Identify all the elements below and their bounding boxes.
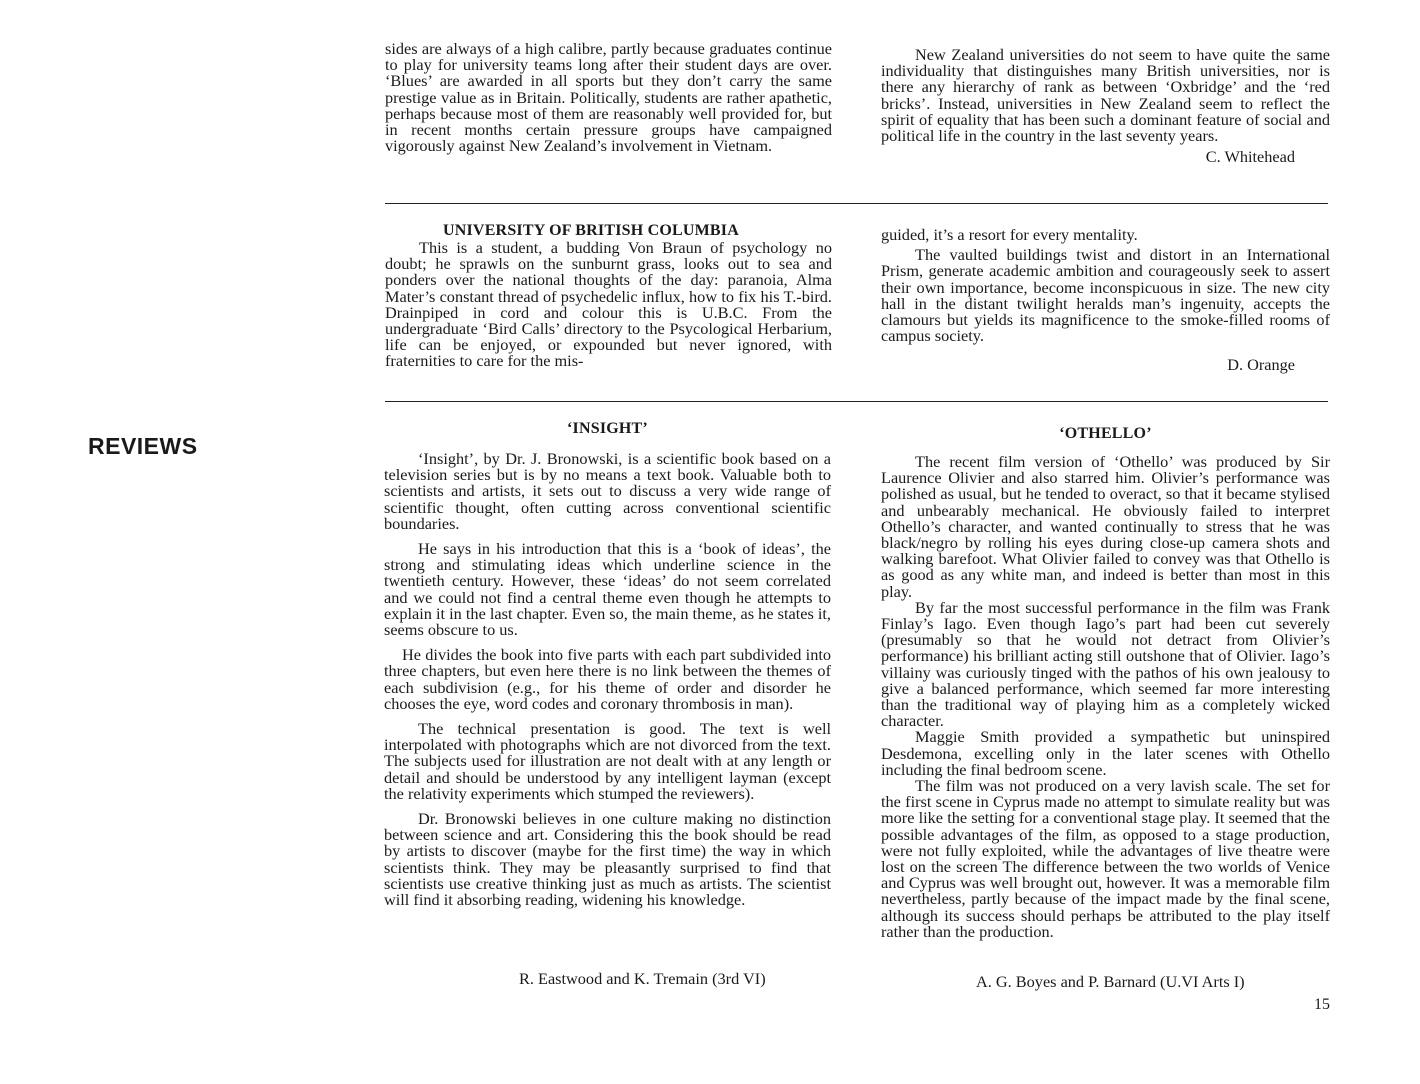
divider-2 [385,401,1328,402]
top-left-column [385,41,832,154]
author-orange: D. Orange [1227,355,1295,375]
othello-heading: ‘OTHELLO’ [1059,425,1152,442]
othello-paragraph: Maggie Smith provided a sympathetic but uninspired Desdemona, excelling only in the later scenes with Othello including the final bedroom scene. [881,727,1330,779]
insight-column [384,420,831,908]
othello-paragraph: The recent film version of ‘Othello’ was produced by Sir Laurence Olivier and also starred him. Olivier’s performance was polished as usual, but he tended to overact, so that it became stylised and unbearably mechanical. He obviously failed to interpret Othello’s character, and wanted continually to stress that he was black/negro by rolling his eyes during close-up camera shots and walking barefoot. What Olivier failed to convey was that Othello is as good as any white man, and indeed is better than most in this play. [881,452,1330,601]
insight-paragraph: Dr. Bronowski believes in one culture making no distinction between science and art. Considering this the book should be read by artists to discover (maybe for the first time) the way in which scientists think. They may be pleasantly surprised to find that scientists use creative thinking just as much as artists. The scientist will find it absorbing reading, widening his knowledge. [384,809,831,910]
top-left-paragraph: sides are always of a high calibre, partly because graduates continue to play for university teams long after their student days are over. ‘Blues’ are awarded in all sports but they don’t carry the same prestige value as in Britain. Politically, students are rather apathetic, perhaps because most of them are reasonably well provided for, but in recent months certain pressure groups have campaigned vigorously against New Zealand’s involvement in Vietnam. [385,39,832,156]
ubc-right-paragraph-1: guided, it’s a resort for every mentality. [881,225,1138,244]
insight-paragraph: He divides the book into five parts with each part subdivided into three chapters, but even here there is no link between the themes of each subdivision (e.g., for his theme of order and disorder he chooses the eye, word codes and coronary thrombosis in man). [384,645,831,713]
ubc-heading: UNIVERSITY OF BRITISH COLUMBIA [443,222,739,239]
insight-paragraph: ‘Insight’, by Dr. J. Bronowski, is a scientific book based on a television series but is by no means a text book. Valuable both to scientists and artists, it sets out to discuss a very wide range of scientific thought, often cutting across conventional scientific boundaries. [384,449,831,533]
insight-paragraph: He says in his introduction that this is a ‘book of ideas’, the strong and stimulating ideas which underline science in the twentieth century. However, these ‘ideas’ do not seem correlated and we could not find a central theme even though he attempts to explain it in the last chapter. Even so, the main theme, as he states it, seems obscure to us. [384,539,831,640]
top-right-column [881,47,1330,166]
section-title-reviews: REVIEWS [88,433,198,459]
ubc-right-paragraph-2: The vaulted buildings twist and distort in an International Prism, generate academic ambition and courageously seek to assert their own importance, become inconspicuous in size. The new city hall in the distant twilight heralds man’s ingenuity, accepts the clamours but yields its magnificence to the smoke-filled rooms of campus society. [881,245,1330,346]
othello-column [881,425,1330,940]
othello-paragraph: By far the most successful performance in the film was Frank Finlay’s Iago. Even though Iago’s part had been cut severely (presumably so that he would not detract from Olivier’s performance) his brilliant acting still outshone that of Olivier. Iago’s villainy was curiously tinged with the pathos of his own jealousy to give a balanced performance, which seemed far more interesting than the traditional way of playing him as a completely wicked character. [881,597,1330,731]
insight-paragraph: The technical presentation is good. The text is well interpolated with photographs which are not divorced from the text. The subjects used for illustration are not dealt with at any length or detail and should be understood by any intelligent layman (except the relativity experiments which stumped the reviewers). [384,719,831,803]
author-whitehead: C. Whitehead [1205,147,1295,167]
ubc-right-column [881,227,1330,374]
page-number: 15 [1314,996,1330,1013]
insight-heading: ‘INSIGHT’ [567,420,648,437]
othello-paragraph: The film was not produced on a very lavish scale. The set for the first scene in Cyprus made no attempt to simulate reality but was more like the setting for a conventional stage play. It seemed that the possible advantages of the film, as opposed to a stage production, were not fully exploited, while the advantages of live theatre were lost on the screen The difference between the two worlds of Venice and Cyprus was well brought out, however. It was a memorable film nevertheless, partly because of the impact made by the final scene, although its success should perhaps be attributed to the play itself rather than the production. [881,776,1330,941]
author-eastwood-tremain: R. Eastwood and K. Tremain (3rd VI) [519,969,766,988]
divider-1 [385,203,1328,204]
ubc-left-column [385,222,832,370]
ubc-left-paragraph: This is a student, a budding Von Braun of psychology no doubt; he sprawls on the sunburnt grass, looks out to sea and ponders over the national thoughts of the day: paranoia, Alma Mater’s constant thread of psychedelic influx, how to fix his T.-bird. Drainpiped in cord and colour this is U.B.C. From the undergraduate ‘Bird Calls’ directory to the Psycological Herbarium, life can be enjoyed, or expounded but never ignored, with fraternities to care for the mis- [385,238,832,371]
author-boyes-barnard: A. G. Boyes and P. Barnard (U.VI Arts I) [976,972,1245,991]
top-right-paragraph: New Zealand universities do not seem to have quite the same individuality that distinguishes many British universities, nor is there any hierarchy of rank as between ‘Oxbridge’ and the ‘red bricks’. Instead, universities in New Zealand seem to reflect the spirit of equality that has been such a dominant feature of social and political life in the country in the last seventy years. [881,45,1330,146]
